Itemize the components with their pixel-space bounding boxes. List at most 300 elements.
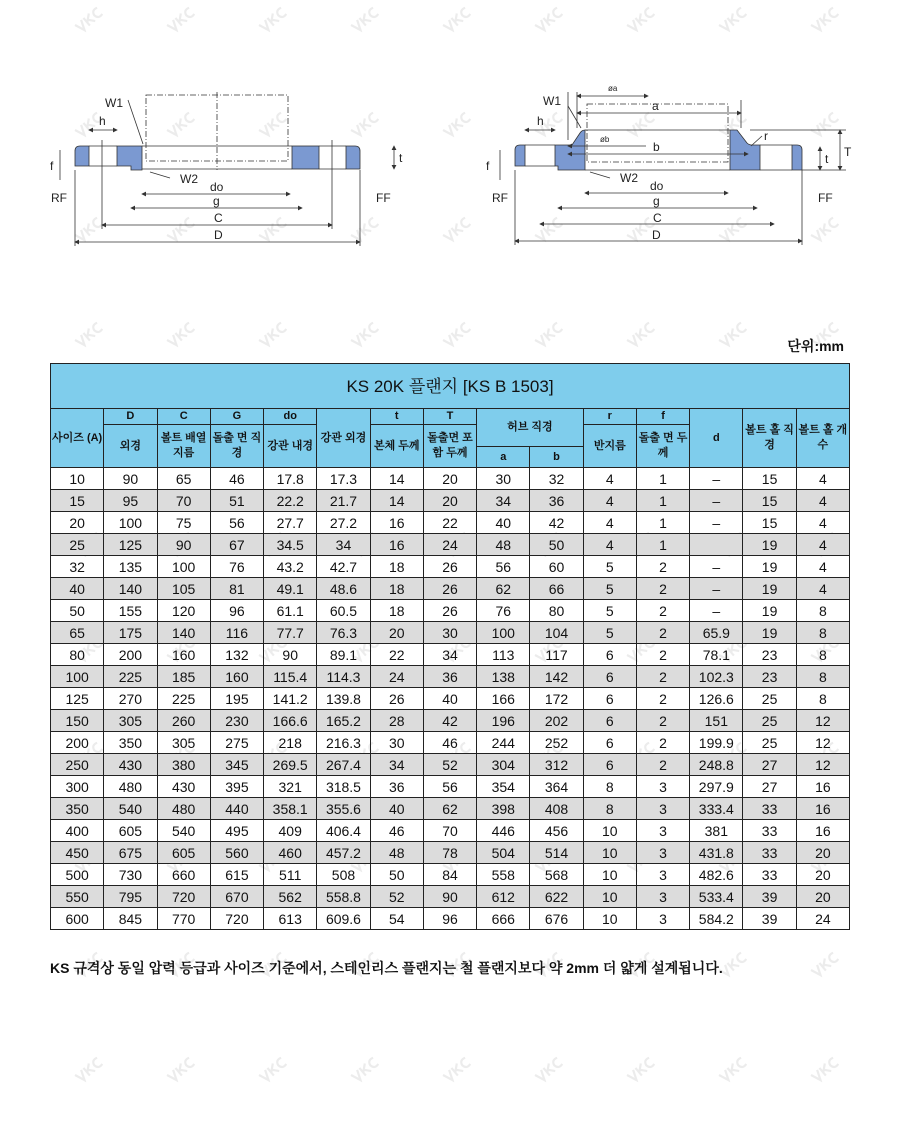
table-cell: 166	[477, 688, 530, 710]
table-cell: 25	[743, 688, 796, 710]
table-cell: 36	[423, 666, 476, 688]
table-cell: 150	[51, 710, 104, 732]
table-row	[51, 688, 850, 710]
table-cell: 46	[210, 468, 263, 490]
table-cell: 5	[583, 622, 636, 644]
table-cell: 395	[210, 776, 263, 798]
table-cell: 4	[796, 534, 849, 556]
table-cell: 49.1	[264, 578, 317, 600]
table-cell: 609.6	[317, 908, 370, 930]
label-C: C	[653, 211, 662, 225]
table-row	[51, 622, 850, 644]
table-cell: 297.9	[690, 776, 743, 798]
code-T: T	[423, 409, 476, 425]
table-cell: 3	[636, 798, 689, 820]
table-cell: 48	[370, 842, 423, 864]
table-cell: 19	[743, 600, 796, 622]
table-cell: 20	[796, 842, 849, 864]
table-cell: 62	[477, 578, 530, 600]
table-cell: 398	[477, 798, 530, 820]
table-cell: 225	[157, 688, 210, 710]
table-cell: 50	[51, 600, 104, 622]
table-row	[51, 754, 850, 776]
table-row	[51, 468, 850, 490]
table-cell: 24	[423, 534, 476, 556]
table-cell: 76	[210, 556, 263, 578]
table-cell: 409	[264, 820, 317, 842]
table-cell: 96	[210, 600, 263, 622]
table-cell: 21.7	[317, 490, 370, 512]
table-cell: 6	[583, 688, 636, 710]
table-cell: 33	[743, 820, 796, 842]
table-cell: 172	[530, 688, 583, 710]
watermark-logo	[75, 322, 103, 348]
label-W2: W2	[180, 172, 198, 186]
table-cell: 8	[583, 798, 636, 820]
table-cell: 75	[157, 512, 210, 534]
table-cell: –	[690, 468, 743, 490]
table-cell: 22.2	[264, 490, 317, 512]
table-cell: 22	[423, 512, 476, 534]
watermark-logo	[811, 952, 839, 978]
table-cell: 33	[743, 864, 796, 886]
table-cell: 27	[743, 754, 796, 776]
table-cell: 60.5	[317, 600, 370, 622]
table-cell: 350	[104, 732, 157, 754]
table-cell: 116	[210, 622, 263, 644]
table-cell: 175	[104, 622, 157, 644]
table-cell: 100	[157, 556, 210, 578]
flange-spec-table	[50, 363, 850, 930]
table-cell: 151	[690, 710, 743, 732]
table-cell: 8	[796, 666, 849, 688]
table-row	[51, 842, 850, 864]
table-cell: 16	[796, 798, 849, 820]
table-cell: 318.5	[317, 776, 370, 798]
table-cell: 305	[104, 710, 157, 732]
table-row	[51, 578, 850, 600]
label-T: 돌출면 포함 두께	[423, 425, 476, 468]
table-row	[51, 798, 850, 820]
table-cell: 660	[157, 864, 210, 886]
table-cell: 185	[157, 666, 210, 688]
table-cell: 56	[477, 556, 530, 578]
table-cell: 312	[530, 754, 583, 776]
table-cell: 2	[636, 732, 689, 754]
table-cell: 34	[423, 644, 476, 666]
label-b: b	[530, 447, 583, 468]
table-cell: 8	[796, 644, 849, 666]
table-cell: 3	[636, 842, 689, 864]
table-cell: 305	[157, 732, 210, 754]
table-cell: –	[690, 578, 743, 600]
table-cell: 10	[583, 886, 636, 908]
label-W1: W1	[105, 96, 123, 110]
table-cell: 666	[477, 908, 530, 930]
watermark-logo	[719, 1057, 747, 1083]
table-cell: 2	[636, 556, 689, 578]
table-cell: 90	[157, 534, 210, 556]
table-cell: 195	[210, 688, 263, 710]
table-cell: 17.8	[264, 468, 317, 490]
table-cell: 89.1	[317, 644, 370, 666]
table-cell: 354	[477, 776, 530, 798]
table-cell: 2	[636, 578, 689, 600]
table-cell: 76	[477, 600, 530, 622]
table-cell: 30	[370, 732, 423, 754]
table-cell: 78.1	[690, 644, 743, 666]
col-d: d	[690, 409, 743, 468]
table-cell: 20	[423, 490, 476, 512]
table-cell: 15	[51, 490, 104, 512]
table-title: KS 20K 플랜지 [KS B 1503]	[51, 364, 850, 409]
table-cell: 125	[104, 534, 157, 556]
table-cell: 540	[104, 798, 157, 820]
table-cell: 48.6	[317, 578, 370, 600]
watermark-logo	[443, 1057, 471, 1083]
table-cell: 34	[317, 534, 370, 556]
label-f: f	[486, 159, 490, 173]
table-cell: 138	[477, 666, 530, 688]
table-cell: 62	[423, 798, 476, 820]
table-cell: 80	[51, 644, 104, 666]
label-RF: RF	[51, 191, 67, 205]
watermark-logo	[535, 1057, 563, 1083]
table-cell: 6	[583, 710, 636, 732]
table-cell: 730	[104, 864, 157, 886]
table-cell: 6	[583, 754, 636, 776]
table-cell: 39	[743, 886, 796, 908]
table-cell: 126.6	[690, 688, 743, 710]
label-C: C	[214, 211, 223, 225]
table-cell: 1	[636, 534, 689, 556]
watermark-logo	[351, 1057, 379, 1083]
table-cell: 196	[477, 710, 530, 732]
table-cell: 4	[796, 578, 849, 600]
table-cell: 113	[477, 644, 530, 666]
table-cell: 54	[370, 908, 423, 930]
label-D: D	[214, 228, 223, 242]
code-C: C	[157, 409, 210, 425]
footnote: KS 규격상 동일 압력 등급과 사이즈 기준에서, 스테인리스 플랜지는 철 플랜지보다 약 2mm 더 얇게 설계됩니다.	[50, 960, 723, 976]
table-body	[51, 468, 850, 930]
table-cell: 81	[210, 578, 263, 600]
table-cell: 139.8	[317, 688, 370, 710]
table-cell: 508	[317, 864, 370, 886]
table-cell: 16	[796, 776, 849, 798]
watermark-logo	[351, 322, 379, 348]
table-cell: 5	[583, 556, 636, 578]
table-cell: 36	[370, 776, 423, 798]
table-cell: 48	[477, 534, 530, 556]
table-cell: 27	[743, 776, 796, 798]
table-cell: 605	[157, 842, 210, 864]
table-cell: 2	[636, 644, 689, 666]
table-cell: 613	[264, 908, 317, 930]
table-cell: 10	[583, 908, 636, 930]
label-do: do	[210, 180, 224, 194]
table-cell: 165.2	[317, 710, 370, 732]
label-G: 돌출 면 직경	[210, 425, 263, 468]
label-f: 돌출 면 두께	[636, 425, 689, 468]
table-row	[51, 490, 850, 512]
table-cell: 15	[743, 490, 796, 512]
table-cell: 2	[636, 688, 689, 710]
table-cell: 25	[743, 710, 796, 732]
table-cell: 568	[530, 864, 583, 886]
table-cell: 200	[51, 732, 104, 754]
label-W2: W2	[620, 171, 638, 185]
table-cell: 250	[51, 754, 104, 776]
table-cell: 40	[477, 512, 530, 534]
table-cell: 32	[51, 556, 104, 578]
table-cell: 408	[530, 798, 583, 820]
label-C: 볼트 배열 지름	[157, 425, 210, 468]
table-cell: 3	[636, 908, 689, 930]
table-cell: 4	[583, 490, 636, 512]
table-cell: 132	[210, 644, 263, 666]
table-cell: 23	[743, 666, 796, 688]
table-row	[51, 644, 850, 666]
table-cell: 16	[370, 512, 423, 534]
label-h: h	[99, 114, 106, 128]
table-cell: 166.6	[264, 710, 317, 732]
table-cell: 43.2	[264, 556, 317, 578]
table-cell: 482.6	[690, 864, 743, 886]
label-h: h	[537, 114, 544, 128]
table-cell: 14	[370, 468, 423, 490]
table-cell: 381	[690, 820, 743, 842]
table-cell: 18	[370, 556, 423, 578]
table-cell: 450	[51, 842, 104, 864]
label-FF: FF	[376, 191, 391, 205]
table-cell: 90	[104, 468, 157, 490]
table-cell: 456	[530, 820, 583, 842]
table-cell: 34	[370, 754, 423, 776]
table-cell: 10	[583, 842, 636, 864]
table-cell: 155	[104, 600, 157, 622]
code-r: r	[583, 409, 636, 425]
table-row	[51, 512, 850, 534]
table-cell: 24	[796, 908, 849, 930]
label-ob: øb	[600, 135, 610, 144]
table-cell: 514	[530, 842, 583, 864]
table-cell: 6	[583, 666, 636, 688]
table-cell: 18	[370, 600, 423, 622]
table-cell: 65	[157, 468, 210, 490]
table-cell: 33	[743, 842, 796, 864]
table-cell: 102.3	[690, 666, 743, 688]
table-cell: 216.3	[317, 732, 370, 754]
table-cell: 16	[370, 534, 423, 556]
table-cell: 199.9	[690, 732, 743, 754]
table-cell: 2	[636, 622, 689, 644]
table-cell: 19	[743, 578, 796, 600]
table-cell: 225	[104, 666, 157, 688]
table-cell: 3	[636, 776, 689, 798]
table-cell: 8	[796, 600, 849, 622]
table-cell: 440	[210, 798, 263, 820]
table-cell: 584.2	[690, 908, 743, 930]
table-cell: 321	[264, 776, 317, 798]
table-cell: 104	[530, 622, 583, 644]
table-cell: 52	[370, 886, 423, 908]
table-cell: 40	[423, 688, 476, 710]
table-cell: 1	[636, 490, 689, 512]
table-cell: 533.4	[690, 886, 743, 908]
table-cell: 40	[51, 578, 104, 600]
table-cell: 115.4	[264, 666, 317, 688]
table-cell: 60	[530, 556, 583, 578]
table-cell: 10	[583, 820, 636, 842]
table-cell: 345	[210, 754, 263, 776]
table-cell: 12	[796, 732, 849, 754]
table-cell: 622	[530, 886, 583, 908]
table-cell: 42	[423, 710, 476, 732]
table-cell: 77.7	[264, 622, 317, 644]
label-W1: W1	[543, 94, 561, 108]
table-cell: 141.2	[264, 688, 317, 710]
table-cell: 380	[157, 754, 210, 776]
table-cell: 78	[423, 842, 476, 864]
table-cell: 270	[104, 688, 157, 710]
table-cell: 8	[583, 776, 636, 798]
table-cell: 248.8	[690, 754, 743, 776]
table-row	[51, 556, 850, 578]
table-cell: 32	[530, 468, 583, 490]
table-cell: 12	[796, 754, 849, 776]
table-cell: 4	[796, 490, 849, 512]
table-cell: 446	[477, 820, 530, 842]
table-cell: 17.3	[317, 468, 370, 490]
col-bolt-hole-count: 볼트 홀 개수	[796, 409, 849, 468]
table-cell: 300	[51, 776, 104, 798]
table-cell: 10	[51, 468, 104, 490]
table-cell: 140	[157, 622, 210, 644]
table-cell: 540	[157, 820, 210, 842]
table-cell: 350	[51, 798, 104, 820]
table-cell: 39	[743, 908, 796, 930]
table-cell: 42.7	[317, 556, 370, 578]
table-cell: 46	[370, 820, 423, 842]
table-cell: 18	[370, 578, 423, 600]
table-cell: 56	[423, 776, 476, 798]
table-cell: 142	[530, 666, 583, 688]
table-cell: 2	[636, 600, 689, 622]
table-cell: 504	[477, 842, 530, 864]
label-T: T	[844, 145, 852, 159]
table-cell: 70	[157, 490, 210, 512]
table-cell: 90	[264, 644, 317, 666]
label-D: D	[652, 228, 661, 242]
table-cell: 34	[477, 490, 530, 512]
table-cell: 600	[51, 908, 104, 930]
table-cell: 457.2	[317, 842, 370, 864]
table-cell: 114.3	[317, 666, 370, 688]
table-cell: 66	[530, 578, 583, 600]
label-t: 본체 두께	[370, 425, 423, 468]
table-cell: 56	[210, 512, 263, 534]
table-cell: 720	[210, 908, 263, 930]
table-cell: 26	[423, 578, 476, 600]
table-cell: 8	[796, 688, 849, 710]
table-cell: 4	[583, 512, 636, 534]
unit-label: 단위:mm	[787, 338, 844, 354]
table-cell: 140	[104, 578, 157, 600]
table-cell: 430	[157, 776, 210, 798]
table-cell: 430	[104, 754, 157, 776]
code-f: f	[636, 409, 689, 425]
table-cell: 5	[583, 600, 636, 622]
label-t: t	[825, 152, 829, 166]
table-cell: 160	[210, 666, 263, 688]
table-cell: 612	[477, 886, 530, 908]
label-oa: øa	[608, 84, 618, 93]
table-cell: 558.8	[317, 886, 370, 908]
label-t: t	[399, 151, 403, 165]
table-cell: 84	[423, 864, 476, 886]
watermark-logo	[627, 1057, 655, 1083]
table-cell: 605	[104, 820, 157, 842]
watermark-logo	[259, 322, 287, 348]
table-cell: 96	[423, 908, 476, 930]
table-cell: 20	[796, 886, 849, 908]
watermark-logo	[167, 1057, 195, 1083]
col-hub: 허브 직경	[477, 409, 584, 447]
table-row	[51, 600, 850, 622]
table-cell: 845	[104, 908, 157, 930]
table-cell: 34.5	[264, 534, 317, 556]
label-a: a	[652, 99, 659, 113]
table-cell: 6	[583, 644, 636, 666]
table-cell: 333.4	[690, 798, 743, 820]
table-cell: 558	[477, 864, 530, 886]
table-row	[51, 908, 850, 930]
watermark-logo	[535, 322, 563, 348]
table-cell: 720	[157, 886, 210, 908]
table-cell: 76.3	[317, 622, 370, 644]
table-cell: 100	[477, 622, 530, 644]
table-cell: 105	[157, 578, 210, 600]
table-row	[51, 864, 850, 886]
table-cell: 4	[796, 468, 849, 490]
table-cell: 51	[210, 490, 263, 512]
table-cell: 431.8	[690, 842, 743, 864]
table-cell: 269.5	[264, 754, 317, 776]
table-cell: 3	[636, 820, 689, 842]
table-cell: 46	[423, 732, 476, 754]
table-cell: 65	[51, 622, 104, 644]
table-cell: –	[690, 556, 743, 578]
table-cell: 50	[370, 864, 423, 886]
table-cell: 260	[157, 710, 210, 732]
table-cell: 406.4	[317, 820, 370, 842]
table-cell: 30	[423, 622, 476, 644]
watermark-logo	[75, 1057, 103, 1083]
table-cell: 19	[743, 556, 796, 578]
watermark-logo	[627, 322, 655, 348]
table-cell: 95	[104, 490, 157, 512]
table-cell: 160	[157, 644, 210, 666]
label-r: 반지름	[583, 425, 636, 468]
table-cell: 26	[370, 688, 423, 710]
table-cell: –	[690, 512, 743, 534]
table-cell	[690, 534, 743, 556]
table-cell: 2	[636, 710, 689, 732]
flange-diagram-right	[0, 0, 900, 300]
watermark-logo	[719, 952, 747, 978]
table-cell: 500	[51, 864, 104, 886]
